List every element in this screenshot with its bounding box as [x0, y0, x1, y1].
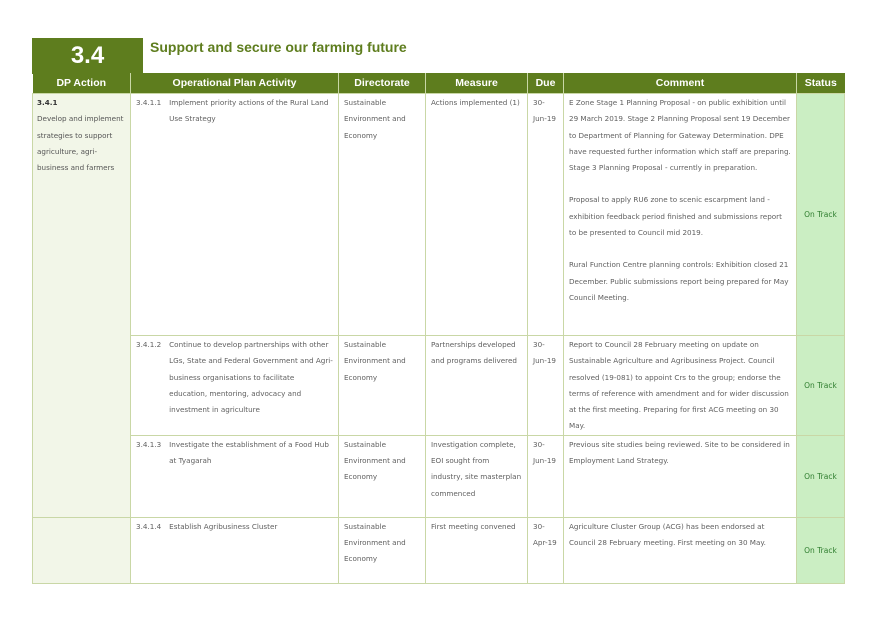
comment-cell: [564, 94, 797, 336]
status-badge: On Track: [797, 435, 845, 517]
table-header-row: [33, 73, 845, 94]
due-cell: 30-Jun-19: [528, 336, 564, 436]
status-badge: On Track: [797, 517, 845, 583]
activity-cell: [131, 94, 339, 336]
comment-paragraph: Report to Council 28 February meeting on update on Sustainable Agriculture and Agribusiness Project. Council resolved (19-081) to appoint Crs to the group; endorse the terms of reference with amendment and for wider discussion at the first meeting. Preparing for first ACG meeting on 30 May.: [569, 340, 789, 431]
activity-text: Continue to develop partnerships with other LGs, State and Federal Government and Agri-business organisations to facilitate education, mentoring, advocacy and investment in agriculture: [169, 340, 333, 415]
directorate-cell: Sustainable Environment and Economy: [339, 517, 426, 583]
directorate-cell: Sustainable Environment and Economy: [339, 336, 426, 436]
activity-cell: [131, 336, 339, 436]
comment-paragraph: Proposal to apply RU6 zone to scenic escarpment land - exhibition feedback period finished and submissions report to be presented to Council mid 2019.: [569, 195, 782, 238]
dp-action-cell-empty: [33, 517, 131, 583]
header-due: Due: [528, 73, 564, 94]
activity-code: 3.4.1.3: [136, 439, 162, 449]
table-row: [33, 517, 845, 583]
header-measure: Measure: [426, 73, 528, 94]
section-number: 3.4: [32, 38, 143, 74]
directorate-cell: Sustainable Environment and Economy: [339, 435, 426, 517]
activity-text: Implement priority actions of the Rural Land Use Strategy: [169, 98, 329, 124]
comment-paragraph: Agriculture Cluster Group (ACG) has been endorsed at Council 28 February meeting. First meeting on 30 May.: [569, 521, 766, 548]
activity-cell: [131, 517, 339, 583]
due-cell: 30-Jun-19: [528, 435, 564, 517]
due-cell: 30-Apr-19: [528, 517, 564, 583]
activity-text: Investigate the establishment of a Food Hub at Tyagarah: [169, 439, 329, 466]
table-row: [33, 336, 845, 436]
measure-cell: Actions implemented (1): [426, 94, 528, 336]
dp-action-text: Develop and implement strategies to support agriculture, agri-business and farmers: [37, 114, 124, 173]
section-title: Support and secure our farming future: [150, 39, 407, 55]
comment-paragraph: E Zone Stage 1 Planning Proposal - on public exhibition until 29 March 2019. Stage 2 Planning Proposal sent 19 December to Department of Planning for Gateway Determination. DPE have requested further information which staff are preparing. Stage 3 Planning Proposal - currently in preparation.: [569, 98, 791, 173]
comment-cell: [564, 517, 797, 583]
activity-code: 3.4.1.4: [136, 521, 162, 531]
measure-cell: Partnerships developed and programs delivered: [426, 336, 528, 436]
header-dp-action: DP Action: [33, 73, 131, 94]
comment-paragraph: Previous site studies being reviewed. Site to be considered in Employment Land Strategy.: [569, 439, 790, 466]
activity-code: 3.4.1.1: [136, 98, 162, 107]
table-row: [33, 94, 845, 336]
comment-paragraph: Rural Function Centre planning controls: Exhibition closed 21 December. Public submissions report being prepared for May Council Meeting.: [569, 260, 789, 302]
comment-cell: [564, 435, 797, 517]
measure-cell: Investigation complete, EOI sought from industry, site masterplan commenced: [426, 435, 528, 517]
header-comment: Comment: [564, 73, 797, 94]
dp-action-cell: [33, 94, 131, 518]
header-directorate: Directorate: [339, 73, 426, 94]
activity-text: Establish Agribusiness Cluster: [169, 521, 278, 531]
header-status: Status: [797, 73, 845, 94]
dp-action-code: 3.4.1: [37, 98, 58, 107]
directorate-cell: Sustainable Environment and Economy: [339, 94, 426, 336]
operational-plan-table: [32, 73, 845, 584]
activity-cell: [131, 435, 339, 517]
measure-cell: First meeting convened: [426, 517, 528, 583]
table-row: [33, 435, 845, 517]
due-cell: 30-Jun-19: [528, 94, 564, 336]
status-badge: On Track: [797, 94, 845, 336]
comment-cell: [564, 336, 797, 436]
status-badge: On Track: [797, 336, 845, 436]
header-activity: Operational Plan Activity: [131, 73, 339, 94]
activity-code: 3.4.1.2: [136, 340, 162, 349]
